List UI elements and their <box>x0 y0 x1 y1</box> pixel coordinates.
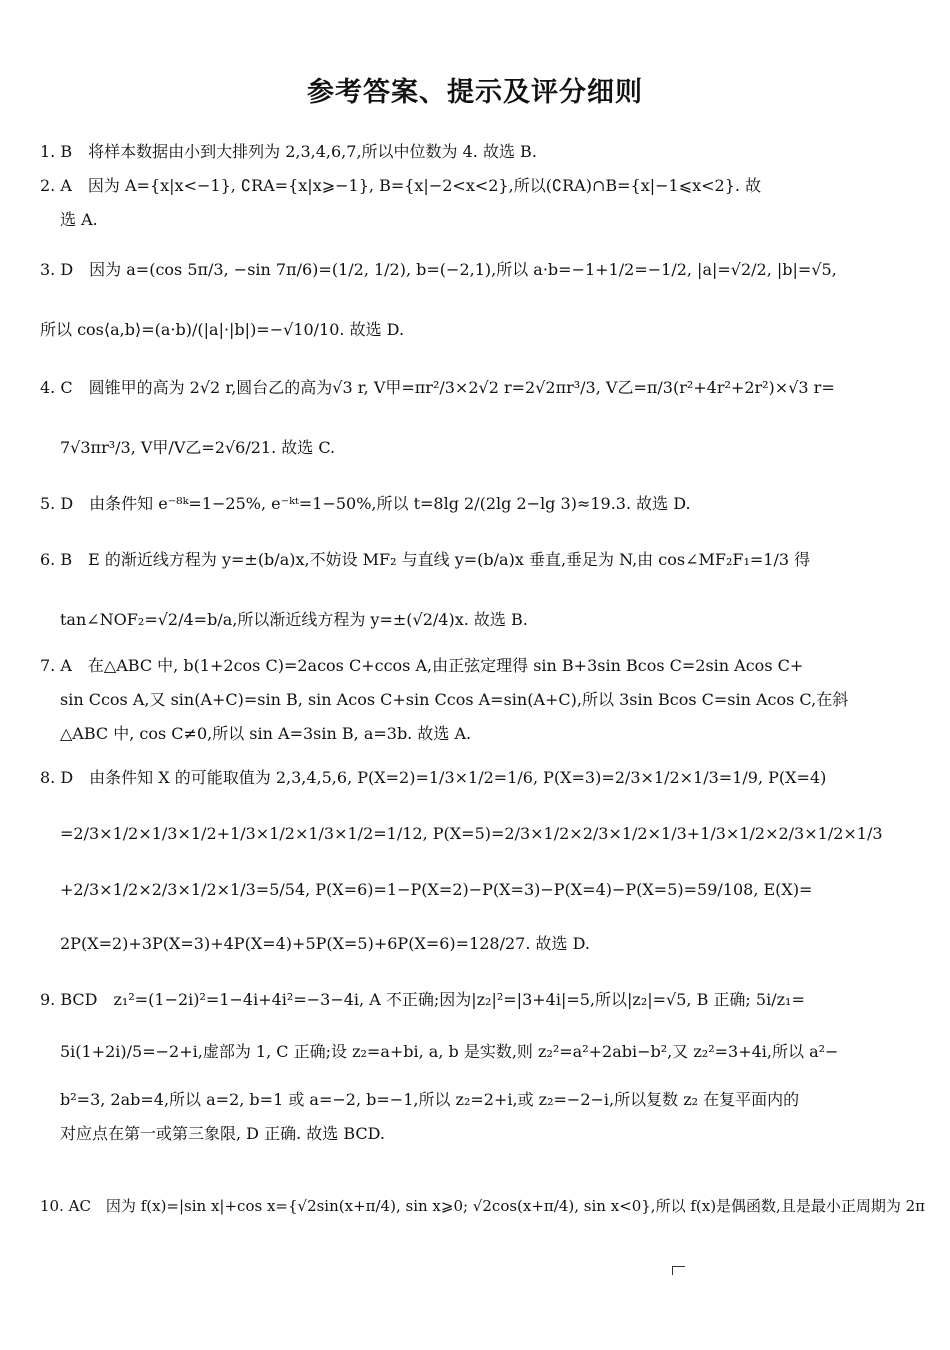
answer-line: 所以 cos⟨a,b⟩=(a·b)/(|a|·|b|)=−√10/10. 故选 D. <box>40 320 405 339</box>
answer-line: 5i(1+2i)/5=−2+i,虚部为 1, C 正确;设 z₂=a+bi, a, b 是实数,则 z₂²=a²+2abi−b²,又 z₂²=3+4i,所以 a²− <box>60 1042 839 1061</box>
answer-line: tan∠NOF₂=√2/4=b/a,所以渐近线方程为 y=±(√2/4)x. 故选 B. <box>60 610 528 629</box>
answer-line: 对应点在第一或第三象限, D 正确. 故选 BCD. <box>60 1124 385 1143</box>
answer-line: sin Ccos A,又 sin(A+C)=sin B, sin Acos C+sin Ccos A=sin(A+C),所以 3sin Bcos C=sin Acos C,在斜 <box>60 690 849 709</box>
answer-line: 8. D 由条件知 X 的可能取值为 2,3,4,5,6, P(X=2)=1/3×1/2=1/6, P(X=3)=2/3×1/2×1/3=1/9, P(X=4) <box>40 768 827 787</box>
answer-line: 10. AC 因为 f(x)=|sin x|+cos x={√2sin(x+π/4), sin x⩾0; √2cos(x+π/4), sin x<0},所以 f(x)是偶函数,且是最小正周期为 2π <box>40 1197 925 1215</box>
answer-line: 6. B E 的渐近线方程为 y=±(b/a)x,不妨设 MF₂ 与直线 y=(b/a)x 垂直,垂足为 N,由 cos∠MF₂F₁=1/3 得 <box>40 550 811 569</box>
answer-line: b²=3, 2ab=4,所以 a=2, b=1 或 a=−2, b=−1,所以 z₂=2+i,或 z₂=−2−i,所以复数 z₂ 在复平面内的 <box>60 1090 800 1109</box>
answer-line: 3. D 因为 a=(cos 5π/3, −sin 7π/6)=(1/2, 1/2), b=(−2,1),所以 a·b=−1+1/2=−1/2, |a|=√2/2, |b|=√5, <box>40 260 837 279</box>
answer-line: △ABC 中, cos C≠0,所以 sin A=3sin B, a=3b. 故选 A. <box>60 724 472 743</box>
answer-line: 2P(X=2)+3P(X=3)+4P(X=4)+5P(X=5)+6P(X=6)=128/27. 故选 D. <box>60 934 590 953</box>
answer-line: 7√3πr³/3, V甲/V乙=2√6/21. 故选 C. <box>60 438 336 457</box>
answer-line: =2/3×1/2×1/3×1/2+1/3×1/2×1/3×1/2=1/12, P(X=5)=2/3×1/2×2/3×1/2×1/3+1/3×1/2×2/3×1/2×1/3 <box>60 824 883 843</box>
answer-line: 2. A 因为 A={x|x<−1}, ∁RA={x|x⩾−1}, B={x|−2<x<2},所以(∁RA)∩B={x|−1⩽x<2}. 故 <box>40 176 762 195</box>
page-title: 参考答案、提示及评分细则 <box>307 77 643 108</box>
answer-line: 4. C 圆锥甲的高为 2√2 r,圆台乙的高为√3 r, V甲=πr²/3×2√2 r=2√2πr³/3, V乙=π/3(r²+4r²+2r²)×√3 r= <box>40 378 835 397</box>
answer-line: 7. A 在△ABC 中, b(1+2cos C)=2acos C+ccos A,由正弦定理得 sin B+3sin Bcos C=2sin Acos C+ <box>40 656 804 675</box>
answer-line: 1. B 将样本数据由小到大排列为 2,3,4,6,7,所以中位数为 4. 故选 B. <box>40 142 537 161</box>
answer-line: +2/3×1/2×2/3×1/2×1/3=5/54, P(X=6)=1−P(X=2)−P(X=3)−P(X=4)−P(X=5)=59/108, E(X)= <box>60 880 813 899</box>
answer-line: 9. BCD z₁²=(1−2i)²=1−4i+4i²=−3−4i, A 不正确;因为|z₂|²=|3+4i|=5,所以|z₂|=√5, B 正确; 5i/z₁= <box>40 990 805 1009</box>
answer-line: 选 A. <box>60 210 98 229</box>
corner-mark <box>672 1266 685 1275</box>
answer-line: 5. D 由条件知 e⁻⁸ᵏ=1−25%, e⁻ᵏᵗ=1−50%,所以 t=8lg 2/(2lg 2−lg 3)≈19.3. 故选 D. <box>40 494 691 513</box>
